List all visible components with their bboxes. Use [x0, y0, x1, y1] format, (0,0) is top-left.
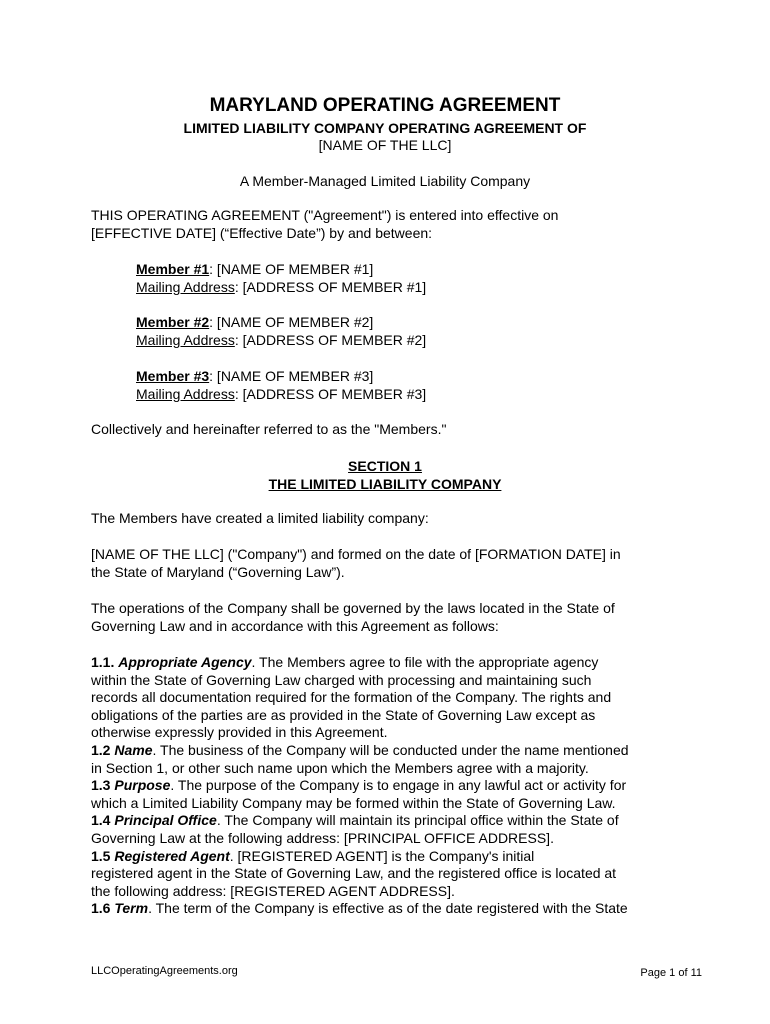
item-text: otherwise expressly provided in this Agreement. [91, 724, 388, 741]
item-1-1 [91, 654, 691, 742]
section-number: SECTION 1 [348, 458, 422, 474]
member-address: : [ADDRESS OF MEMBER #1] [234, 278, 427, 295]
item-number: 1.4 [91, 812, 111, 829]
page-number: Page 1 of 11 [640, 967, 702, 979]
item-1-4 [91, 812, 691, 847]
item-1-2 [91, 742, 691, 777]
item-text: . The Members agree to file with the appropriate agency [251, 654, 599, 670]
member-name: : [NAME OF MEMBER #3] [209, 368, 374, 384]
item-text: which a Limited Liability Company may be formed within the State of Governing Law. [91, 794, 616, 811]
item-text: in Section 1, or other such name upon which the Members agree with a majority. [91, 759, 589, 776]
member-address: : [ADDRESS OF MEMBER #2] [234, 331, 427, 348]
item-number: 1.6 [91, 900, 111, 917]
paragraph-line: Governing Law and in accordance with this Agreement as follows: [91, 617, 499, 634]
company-type: A Member-Managed Limited Liability Company [239, 173, 531, 189]
intro-line: [EFFECTIVE DATE] (“Effective Date”) by and between: [91, 224, 433, 241]
item-text: . The purpose of the Company is to engage in any lawful act or activity for [170, 777, 627, 794]
member-block-3 [136, 368, 636, 403]
item-title: Appropriate Agency [118, 654, 252, 670]
item-1-3 [91, 777, 691, 812]
member-name: : [NAME OF MEMBER #2] [209, 314, 374, 330]
document-subtitle: LIMITED LIABILITY COMPANY OPERATING AGREEMENT OF [183, 120, 587, 136]
item-text: the following address: [REGISTERED AGENT ADDRESS]. [91, 882, 455, 899]
item-text: records all documentation required for the formation of the Company. The rights and [91, 689, 612, 706]
item-text: obligations of the parties are as provided in the State of Governing Law except as [91, 706, 596, 723]
member-block-2 [136, 314, 636, 349]
item-text: Governing Law at the following address: [PRINCIPAL OFFICE ADDRESS]. [91, 829, 554, 846]
section-heading: THE LIMITED LIABILITY COMPANY [268, 476, 502, 492]
paragraph-line: [NAME OF THE LLC] ("Company") and formed on the date of [FORMATION DATE] in [91, 546, 621, 562]
item-title: Principal Office [114, 812, 217, 829]
created-paragraph: The Members have created a limited liability company: [91, 510, 429, 526]
item-1-5 [91, 848, 691, 901]
item-text: within the State of Governing Law charged with processing and maintaining such [91, 671, 592, 688]
member-name: : [NAME OF MEMBER #1] [209, 261, 374, 277]
item-number: 1.3 [91, 777, 111, 794]
item-text: registered agent in the State of Governing Law, and the registered office is located at [91, 865, 617, 882]
item-text: . [REGISTERED AGENT] is the Company's initial [229, 847, 535, 864]
formed-paragraph [91, 546, 691, 581]
item-title: Purpose [114, 777, 171, 794]
member-label: Member #2 [136, 314, 210, 330]
section-items [91, 654, 691, 918]
member-label: Member #1 [136, 261, 210, 277]
mailing-address-label: Mailing Address [136, 331, 235, 348]
member-block-1 [136, 261, 636, 296]
mailing-address-label: Mailing Address [136, 278, 235, 295]
paragraph-line: The operations of the Company shall be governed by the laws located in the State of [91, 600, 615, 616]
paragraph-line: the State of Maryland (“Governing Law”). [91, 563, 345, 580]
item-title: Registered Agent [114, 847, 230, 864]
item-text: . The term of the Company is effective as of the date registered with the State [148, 900, 628, 917]
item-number: 1.5 [91, 847, 111, 864]
member-address: : [ADDRESS OF MEMBER #3] [234, 385, 427, 402]
intro-paragraph [91, 207, 691, 242]
footer-site-link[interactable]: LLCOperatingAgreements.org [91, 965, 238, 977]
document-title: MARYLAND OPERATING AGREEMENT [209, 95, 561, 116]
intro-line: THIS OPERATING AGREEMENT ("Agreement") is entered into effective on [91, 207, 559, 223]
mailing-address-label: Mailing Address [136, 385, 235, 402]
item-text: . The Company will maintain its principal office within the State of [216, 812, 619, 829]
collectively-paragraph: Collectively and hereinafter referred to as the "Members." [91, 421, 447, 437]
item-title: Name [114, 741, 153, 758]
item-number: 1.2 [91, 741, 111, 758]
operations-paragraph [91, 600, 691, 635]
llc-name-placeholder: [NAME OF THE LLC] [318, 137, 452, 153]
item-number: 1.1. [91, 654, 115, 670]
item-text: . The business of the Company will be conducted under the name mentioned [152, 741, 629, 758]
item-1-6 [91, 900, 691, 918]
member-label: Member #3 [136, 368, 210, 384]
item-title: Term [114, 900, 149, 917]
